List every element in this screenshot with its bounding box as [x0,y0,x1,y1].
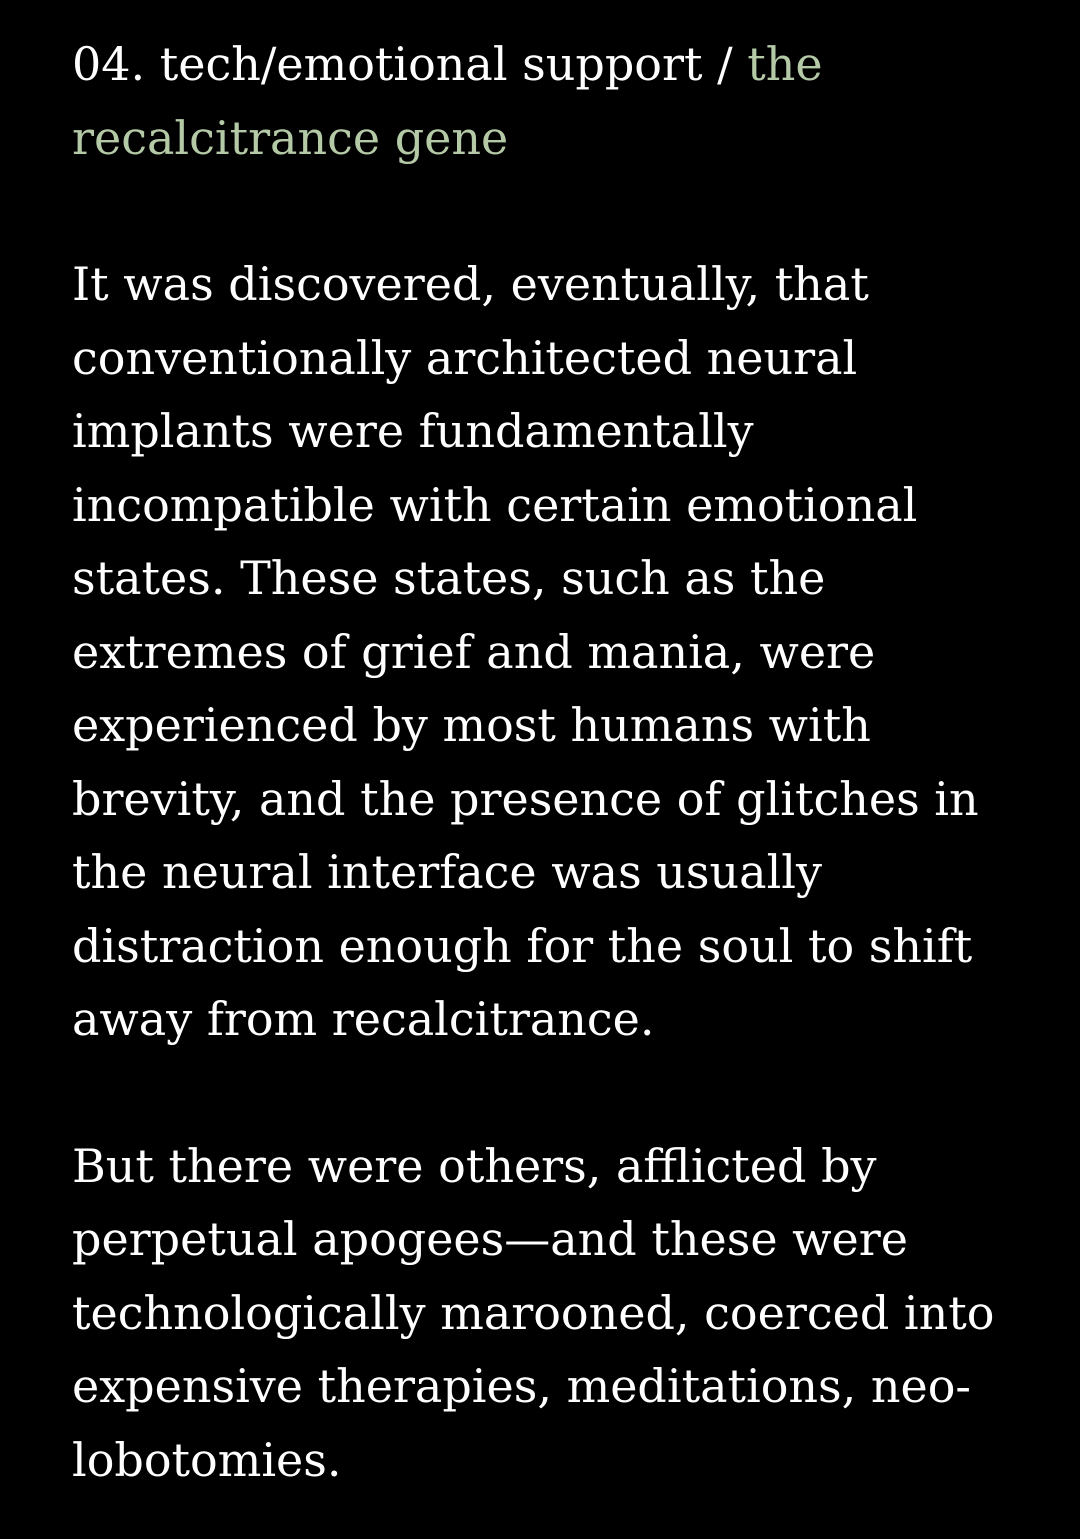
section-number-title: 04. tech/emotional support / [72,37,748,91]
section-subtitle-link[interactable]: the recalcitrance gene [72,37,823,165]
section-heading [72,28,1032,175]
paragraph-2: But there were others, afflicted by perpetual apogees—and these were technologically marooned, coerced into expensive therapies, meditations, neo-lobotomies. [72,1138,995,1487]
paragraph-1: It was discovered, eventually, that conventionally architected neural implants were fundamentally incompatible with certain emotional states. These states, such as the extremes of grief and mania, were experienced by most humans with brevity, and the presence of glitches in the neural interface was usually distraction enough for the soul to shift away from recalcitrance. [72,257,979,1046]
article [72,28,1032,1497]
